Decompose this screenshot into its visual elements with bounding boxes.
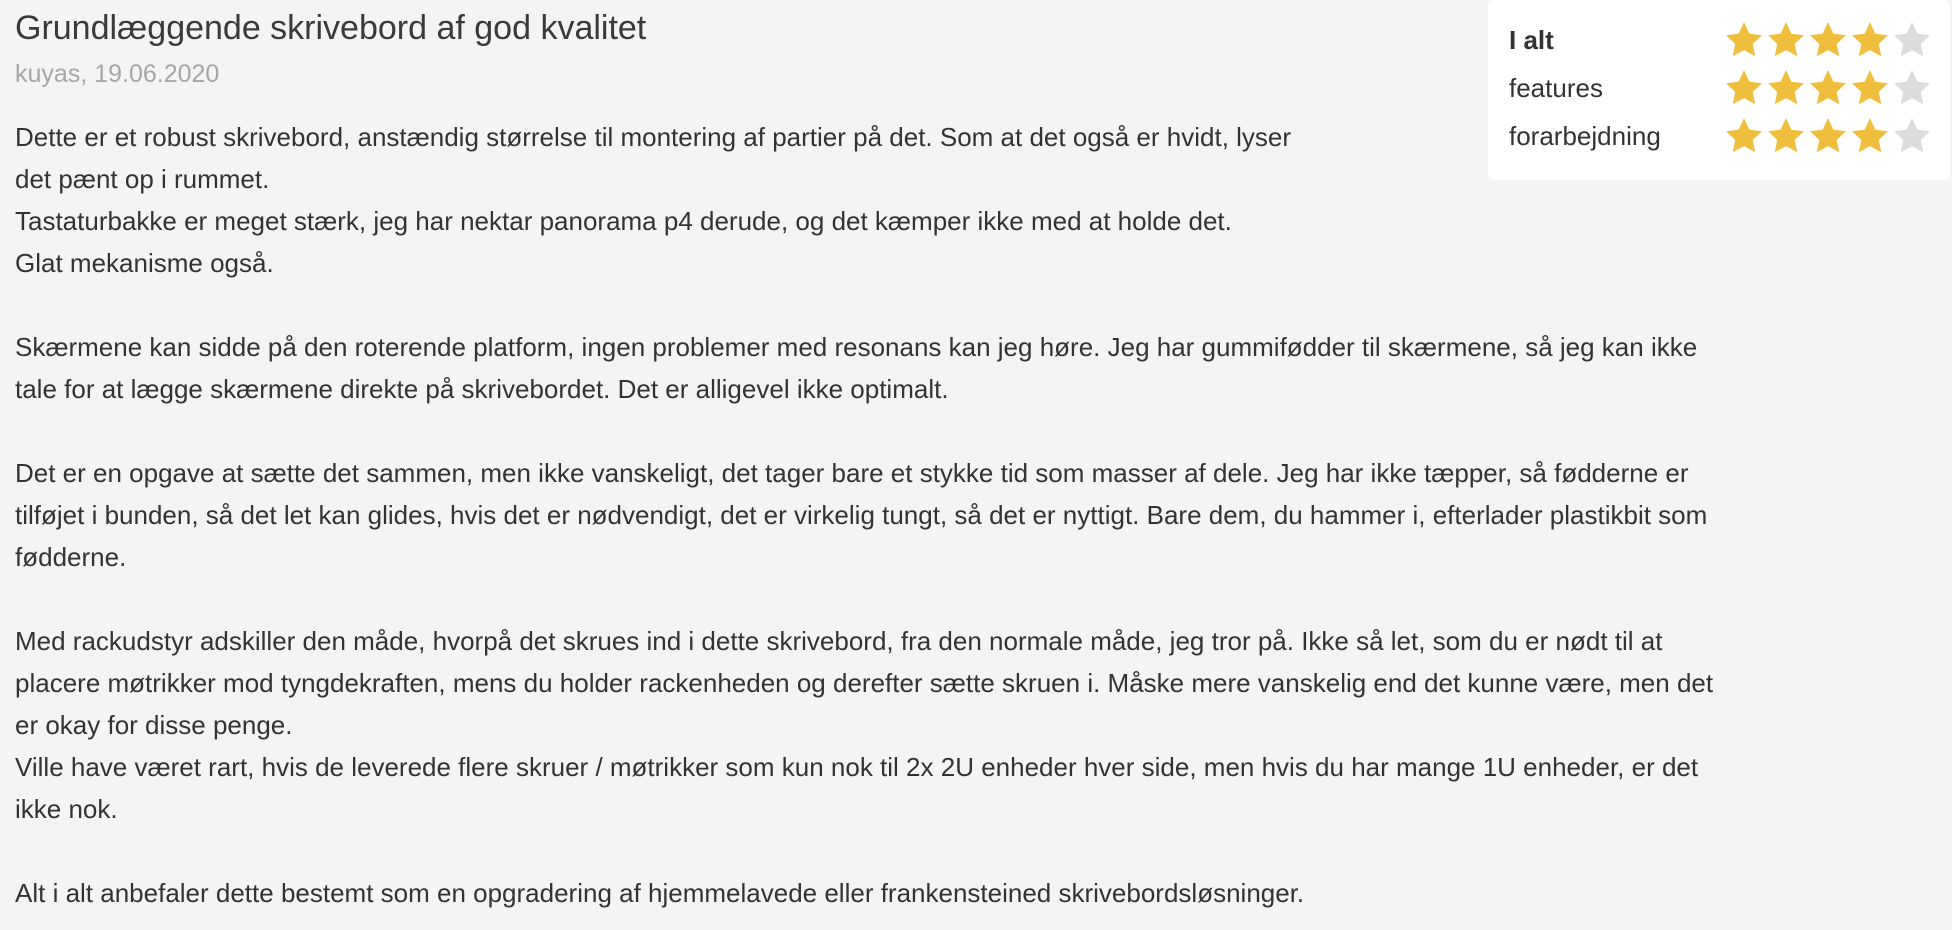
star-filled-icon — [1849, 67, 1891, 109]
star-empty-icon — [1891, 67, 1933, 109]
review-line: Det er en opgave at sætte det sammen, men ikke vanskeligt, det tager bare et stykke tid som masser af dele. Jeg har ikke tæpper, så fødderne er — [15, 458, 1689, 488]
star-empty-icon — [1891, 115, 1933, 157]
star-filled-icon — [1765, 67, 1807, 109]
review-line: placere møtrikker mod tyngdekraften, mens du holder rackenheden og derefter sætte skruen i. Måske mere vanskelig end det kunne være, men det — [15, 668, 1714, 698]
review-line: Ville have været rart, hvis de leverede flere skruer / møtrikker som kun nok til 2x 2U enheder hver side, men hvis du har mange 1U enheder, er det — [15, 752, 1699, 782]
rating-stars — [1723, 16, 1933, 64]
rating-row-features — [1509, 64, 1939, 112]
review-line: tilføjet i bunden, så det let kan glides, hvis det er nødvendigt, det er virkelig tungt, så det er nyttigt. Bare dem, du hammer i, efterlader plastikbit som — [15, 500, 1708, 530]
review-line: Tastaturbakke er meget stærk, jeg har nektar panorama p4 derude, og det kæmper ikke med at holde det. — [15, 206, 1232, 236]
star-filled-icon — [1723, 115, 1765, 157]
star-filled-icon — [1765, 19, 1807, 61]
review-line: Med rackudstyr adskiller den måde, hvorpå det skrues ind i dette skrivebord, fra den normale måde, jeg tror på. Ikke så let, som du er nødt til at — [15, 626, 1663, 656]
review-title: Grundlæggende skrivebord af god kvalitet — [15, 9, 647, 47]
star-filled-icon — [1723, 67, 1765, 109]
rating-row-workmanship — [1509, 112, 1939, 160]
review-line: er okay for disse penge. — [15, 710, 293, 740]
rating-stars — [1723, 64, 1933, 112]
review-meta: kuyas, 19.06.2020 — [15, 60, 220, 88]
review-line: tale for at lægge skærmene direkte på skrivebordet. Det er alligevel ikke optimalt. — [15, 374, 949, 404]
review-body — [15, 116, 1935, 914]
rating-label-workmanship: forarbejdning — [1509, 121, 1661, 151]
star-filled-icon — [1807, 19, 1849, 61]
star-filled-icon — [1807, 67, 1849, 109]
review-line: Dette er et robust skrivebord, anstændig størrelse til montering af partier på det. Som at det også er hvidt, lyser — [15, 122, 1292, 152]
rating-row-overall — [1509, 16, 1939, 64]
rating-stars — [1723, 112, 1933, 160]
review-line: det pænt op i rummet. — [15, 164, 270, 194]
star-filled-icon — [1765, 115, 1807, 157]
rating-label-overall: I alt — [1509, 25, 1554, 55]
review-line: Skærmene kan sidde på den roterende platform, ingen problemer med resonans kan jeg høre. Jeg har gummifødder til skærmene, så jeg kan ikke — [15, 332, 1698, 362]
review-line: Alt i alt anbefaler dette bestemt som en opgradering af hjemmelavede eller frankensteined skrivebordsløsninger. — [15, 878, 1305, 908]
review-line: fødderne. — [15, 542, 127, 572]
star-filled-icon — [1723, 19, 1765, 61]
rating-label-features: features — [1509, 73, 1603, 103]
ratings-panel — [1488, 0, 1950, 180]
star-empty-icon — [1891, 19, 1933, 61]
star-filled-icon — [1849, 19, 1891, 61]
star-filled-icon — [1849, 115, 1891, 157]
star-filled-icon — [1807, 115, 1849, 157]
review-line: ikke nok. — [15, 794, 118, 824]
review-line: Glat mekanisme også. — [15, 248, 274, 278]
